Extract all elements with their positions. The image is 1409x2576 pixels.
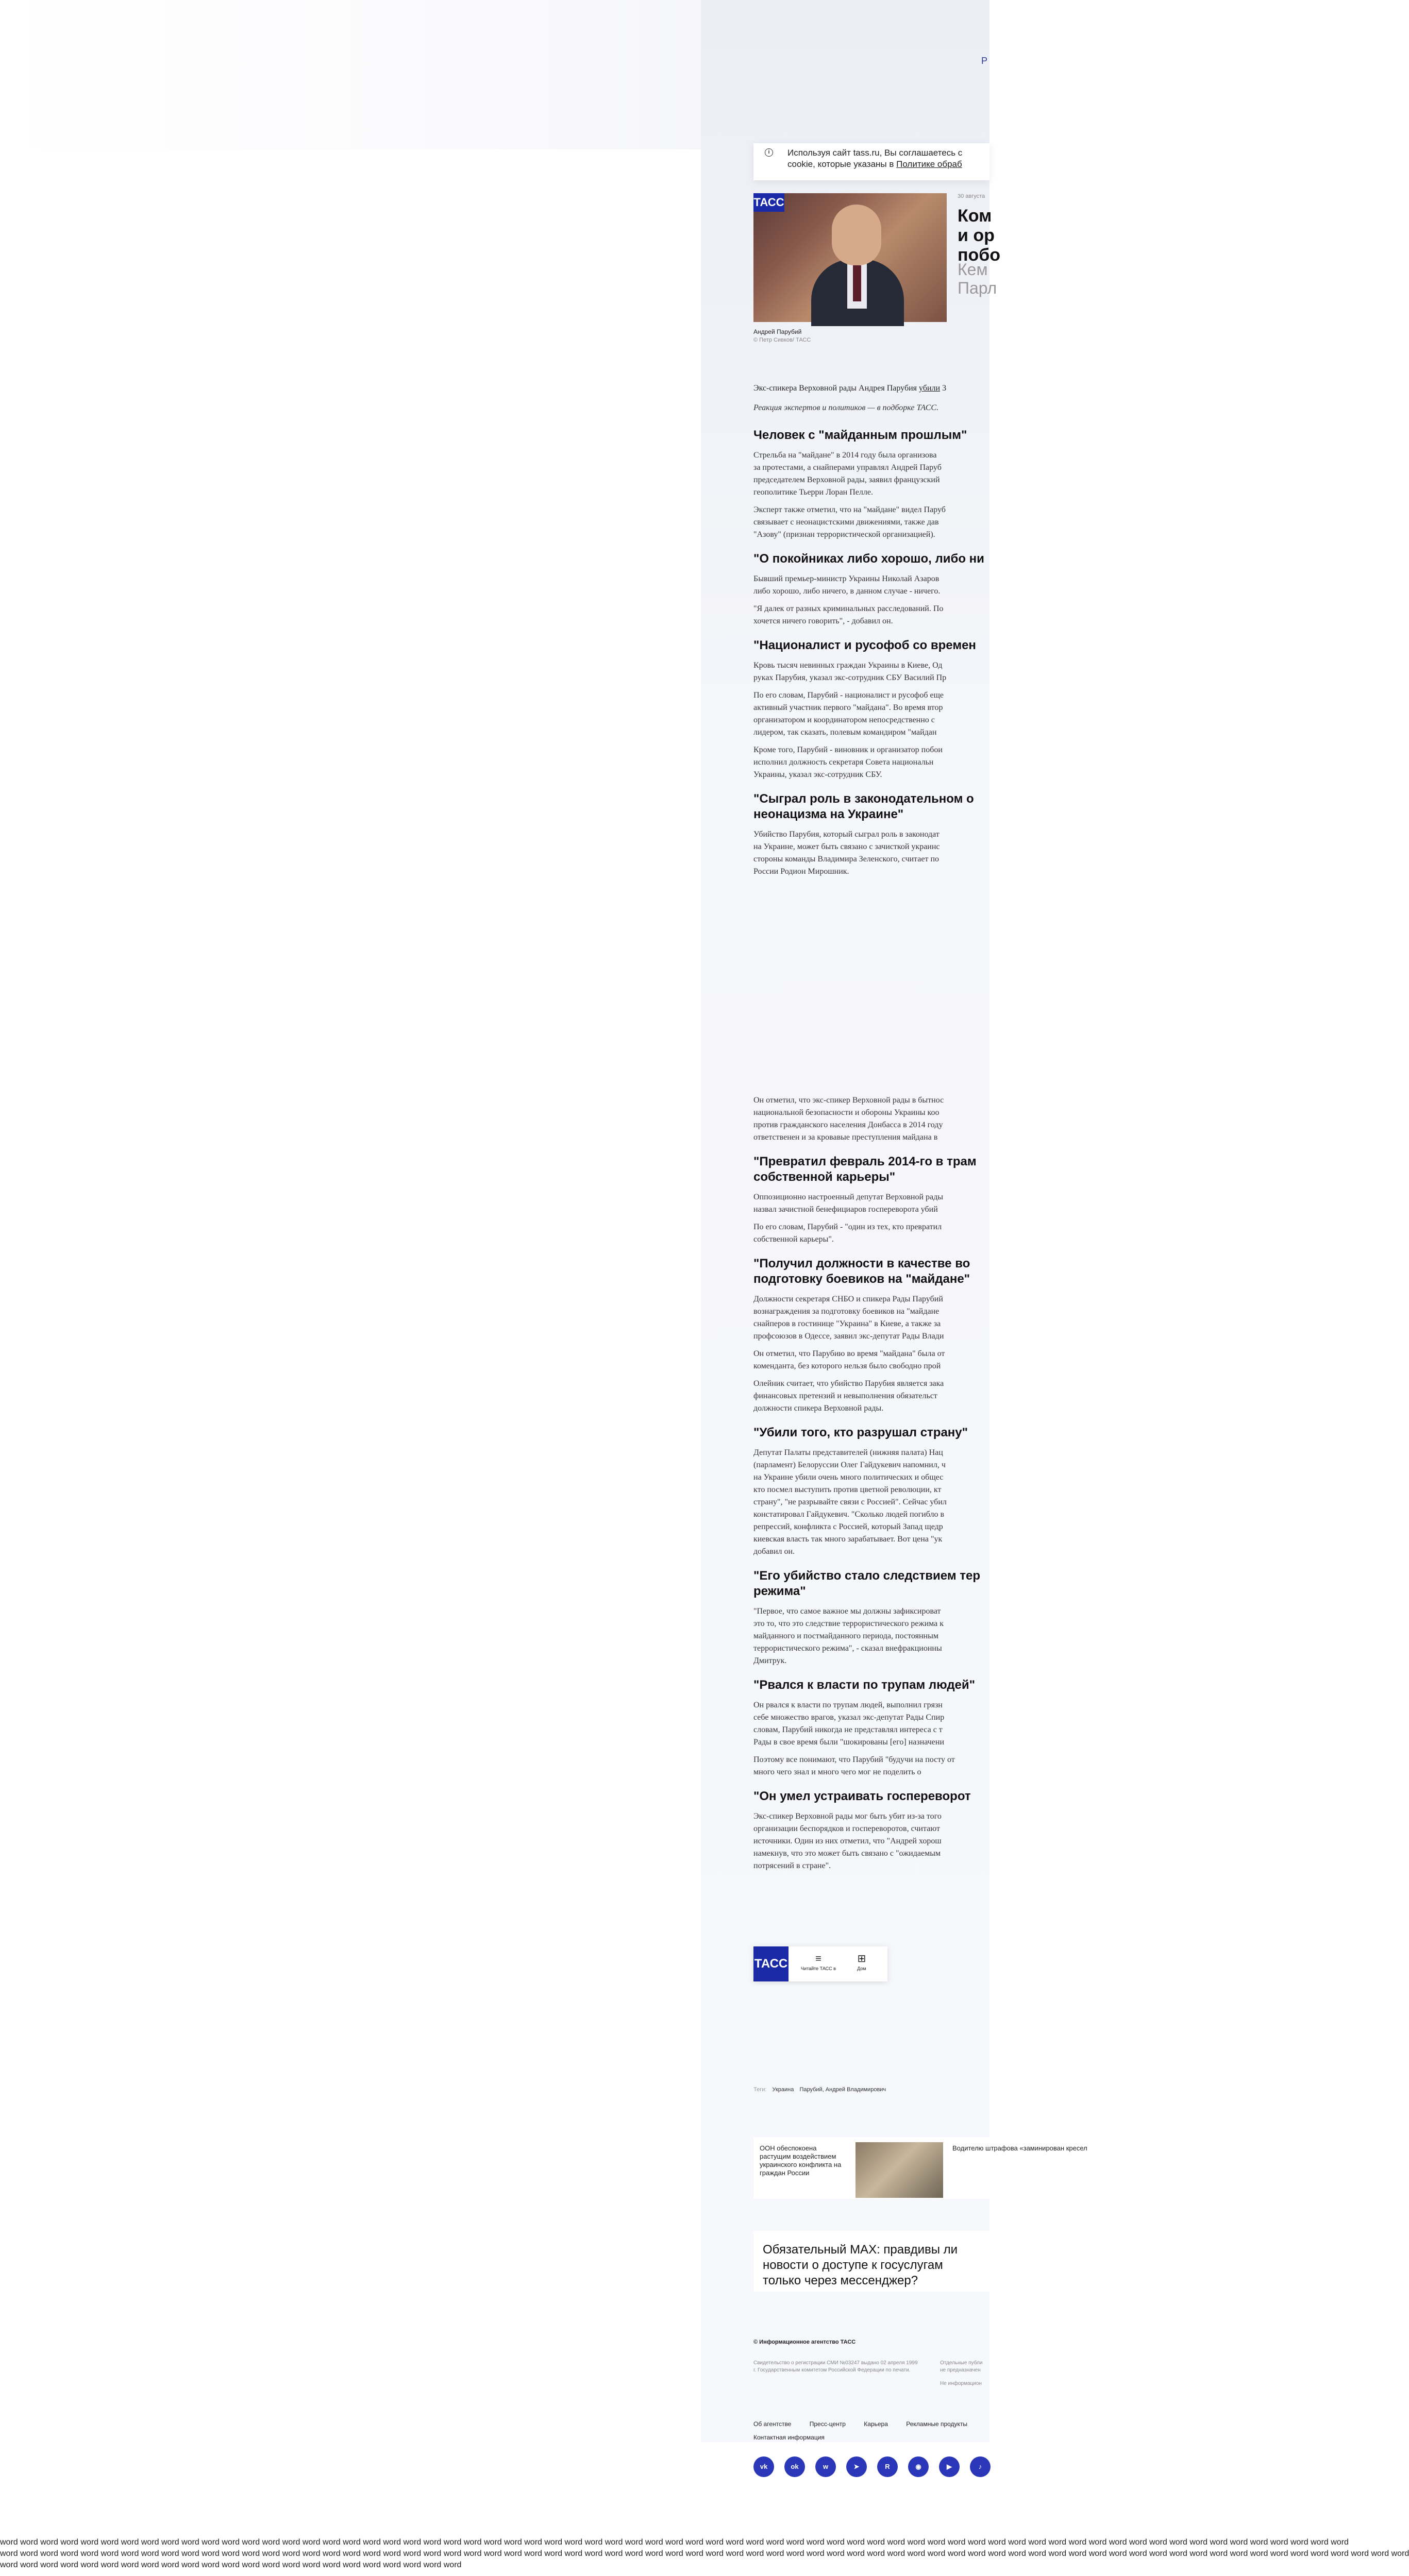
article-body xyxy=(753,382,989,1883)
paragraph-line: связывает с неонацистскими движениями, также дав xyxy=(753,518,939,527)
footer-link-ads[interactable]: Рекламные продукты xyxy=(906,2420,968,2428)
embedded-media-gap xyxy=(753,888,989,1094)
paragraph xyxy=(753,504,989,541)
paragraph xyxy=(753,1447,989,1558)
nav-item-cut[interactable]: Р xyxy=(981,56,988,66)
paragraph xyxy=(753,1191,989,1216)
footer-link-about[interactable]: Об агентстве xyxy=(753,2420,792,2428)
paragraph-line: Он отметил, что Парубию во время "майдана" была от xyxy=(753,1349,945,1358)
article-section xyxy=(753,1256,989,1415)
paragraph-line: По его словам, Парубий - "один из тех, кто превратил xyxy=(753,1223,942,1231)
section-heading-cont: неонацизма на Украине" xyxy=(753,807,904,821)
footer-links xyxy=(753,2420,989,2428)
paragraph-line: источники. Один из них отметил, что "Андрей хорош xyxy=(753,1837,942,1845)
photo-caption: Андрей Парубий xyxy=(753,328,802,335)
section-heading: Человек с "майданным прошлым" xyxy=(753,428,967,442)
paragraph xyxy=(753,1754,989,1778)
paragraph-line: добавил он. xyxy=(753,1547,795,1556)
related-news-card[interactable] xyxy=(753,2137,1087,2199)
paragraph-line: профсоюзов в Одессе, заявил экс-депутат Рады Влади xyxy=(753,1332,944,1341)
paragraph-line: назвал зачистной бенефициаров госпереворота убий xyxy=(753,1205,938,1214)
home-label: Дом xyxy=(857,1966,866,1971)
section-heading: "Получил должности в качестве во xyxy=(753,1257,970,1270)
paragraph-line: страну", "не разрывайте связи с Россией". Сейчас убил xyxy=(753,1498,947,1506)
paragraph-line: (парламент) Белоруссии Олег Гайдукевич напомнил, ч xyxy=(753,1461,946,1469)
paragraph-line: на Украине убили очень много политических и общес xyxy=(753,1473,944,1482)
section-heading-cont: режима" xyxy=(753,1584,806,1598)
article-section xyxy=(753,1789,989,1872)
article-title: Ком и ор побо xyxy=(958,206,1001,265)
paragraph-line: По его словам, Парубий - националист и русофоб еще xyxy=(753,691,944,700)
site-footer xyxy=(753,2339,989,2470)
paragraph-line: коменданта, без которого нельзя было свободно прой xyxy=(753,1362,941,1370)
paragraph-line: должности спикера Верховной рады. xyxy=(753,1404,884,1413)
paragraph-line: террористического режима", - сказал внефракционны xyxy=(753,1644,942,1653)
paragraph-line: против гражданского населения Донбасса в 2014 году xyxy=(753,1121,943,1129)
paragraph-line: за протестами, а снайперами управлял Андрей Паруб xyxy=(753,463,942,472)
read-tass-label: Читайте ТАСС в xyxy=(801,1966,836,1971)
paragraph-line: председателем Верховной рады, заявил французский xyxy=(753,476,940,484)
paragraph-line: руках Парубия, указал экс-сотрудник СБУ Василий Пр xyxy=(753,673,947,682)
paragraph-line: Поэтому все понимают, что Парубий "будучи на посту от xyxy=(753,1755,955,1764)
paragraph xyxy=(753,449,989,499)
paragraph-line: стороны команды Владимира Зеленского, считает по xyxy=(753,855,939,863)
article-section xyxy=(753,791,989,878)
article-section xyxy=(753,428,989,541)
section-heading-cont: подготовку боевиков на "майдане" xyxy=(753,1272,970,1286)
paragraph-line: много чего знал и много чего мог не поделить о xyxy=(753,1768,921,1776)
photo-figure-tie xyxy=(853,265,861,301)
footer-registration: Свидетельство о регистрации СМИ №03247 выдано 02 апреля 1999 г. Государственным комитетом Российской Федерации по печати. xyxy=(753,2360,918,2373)
section-heading: "Его убийство стало следствием тер xyxy=(753,1569,981,1583)
paragraph-line: Олейник считает, что убийство Парубия является зака xyxy=(753,1379,944,1388)
lead-link[interactable]: убили xyxy=(919,384,941,393)
filler-text: word word word word word word word word word word word word word word word word word word word word word word word word word word word word word word word word word word word word word word word word word word word word word word word word word word word word word word word word word word word word word word word word word word word word word word word word word word word word word word word word word word word word word word word word word word word word word word word word word word word word word word word word word word word word word word word word word word word word word word word word word word word word word word word word word word word word word word word word word word word word word word word word word word word word word word word word word word word word word word word word xyxy=(0,2538,1409,2569)
paragraph xyxy=(753,744,989,781)
paragraph xyxy=(753,1221,989,1246)
paragraph-line: организатором и координатором непосредственно с xyxy=(753,716,935,724)
paragraph xyxy=(753,1293,989,1343)
paragraph-line: киевская власть так много зарабатывает. Вот цена "ук xyxy=(753,1535,943,1544)
tass-logo[interactable]: ТАСС xyxy=(753,1946,789,1981)
paragraph-line: Депутат Палаты представителей (нижняя палата) Нац xyxy=(753,1448,943,1457)
paragraph-line: ответственен и за кровавые преступления майдана в xyxy=(753,1133,938,1142)
paragraph-line: Он отметил, что экс-спикер Верховной рады в бытнос xyxy=(753,1096,944,1105)
footer-notice: Отдельные публи не предназначен Не информацион xyxy=(940,2360,983,2386)
tags-row xyxy=(753,2087,886,2093)
paragraph xyxy=(753,828,989,878)
paragraph xyxy=(753,1810,989,1872)
paragraph-line: Дмитрук. xyxy=(753,1656,787,1665)
paragraph-line: снайперов в гостинице "Украина" в Киеве, а также за xyxy=(753,1319,941,1328)
section-heading: "Убили того, кто разрушал страну" xyxy=(753,1426,968,1439)
ok-icon[interactable]: ok xyxy=(784,2456,805,2477)
paragraph-line: Должности секретаря СНБО и спикера Рады Парубий xyxy=(753,1295,943,1303)
read-menu-icon: ≡ xyxy=(815,1953,821,1964)
promo-title[interactable]: Обязательный MAX: правдивы ли новости о доступе к госуслугам только через мессенджер? xyxy=(763,2243,958,2287)
article-date: 30 августа xyxy=(958,193,985,199)
paragraph-line: Эксперт также отметил, что на "майдане" видел Паруб xyxy=(753,505,946,514)
related-news-title-2[interactable]: Водителю штрафова «заминирован кресел xyxy=(952,2144,1087,2152)
paragraph-line: это то, что это следствие террористического режима к xyxy=(753,1619,944,1628)
rss-icon[interactable]: ◉ xyxy=(908,2456,929,2477)
paragraph-line: Убийство Парубия, который сыграл роль в законодат xyxy=(753,830,940,839)
paragraph-line: майданного и постмайданного периода, постоянным xyxy=(753,1632,938,1640)
article-section xyxy=(753,638,989,781)
cookie-banner xyxy=(753,143,989,180)
max-icon[interactable]: ▶ xyxy=(939,2456,960,2477)
paragraph-line: Оппозиционно настроенный депутат Верховной рады xyxy=(753,1193,944,1201)
paragraph-line: констатировал Гайдукевич. "Сколько людей погибло в xyxy=(753,1510,945,1519)
paragraph xyxy=(753,1699,989,1749)
hero-photo xyxy=(753,193,947,322)
section-heading: "Сыграл роль в законодательном о xyxy=(753,792,974,806)
footer-link-press[interactable]: Пресс-центр xyxy=(809,2420,846,2428)
tag-link[interactable]: Парубий, Андрей Владимирович xyxy=(799,2087,886,2093)
rutube-icon[interactable]: R xyxy=(877,2456,898,2477)
whatsapp-icon[interactable]: w xyxy=(815,2456,836,2477)
paragraph xyxy=(753,573,989,598)
paragraph-line: намекнув, что это может быть связано с "ожидаемым xyxy=(753,1849,941,1858)
paragraph-line: геополитике Тьерри Лоран Пелле. xyxy=(753,488,873,497)
article-section xyxy=(753,1154,989,1246)
paragraph-line: себе множество врагов, указал экс-депутат Рады Спир xyxy=(753,1713,945,1722)
paragraph xyxy=(753,603,989,628)
paragraph-line: Бывший премьер-министр Украины Николай Азаров xyxy=(753,574,940,583)
paragraph-line: на Украине, может быть связано с зачисткой украинс xyxy=(753,842,940,851)
tags-label: Теги: xyxy=(753,2087,767,2093)
section-heading: "Превратил февраль 2014-го в трам xyxy=(753,1155,977,1168)
paragraph xyxy=(753,1348,989,1372)
tag-link[interactable]: Украина xyxy=(772,2087,794,2093)
paragraph xyxy=(753,659,989,684)
paragraph xyxy=(753,689,989,739)
sticky-bottom-bar xyxy=(753,1946,887,1981)
footer-copyright: © Информационное агентство ТАСС xyxy=(753,2339,856,2345)
section-heading-cont: собственной карьеры" xyxy=(753,1170,896,1184)
paragraph-line: национальной безопасности и обороны Украины коо xyxy=(753,1108,940,1117)
article-section xyxy=(753,1568,989,1667)
article-section xyxy=(753,1425,989,1558)
paragraph-line: России Родион Мирошник. xyxy=(753,867,849,876)
read-tass-in-button[interactable] xyxy=(798,1952,839,1977)
related-news-image[interactable] xyxy=(856,2142,943,2198)
home-button[interactable] xyxy=(846,1952,877,1977)
paragraph-line: Рады в свое время были "шокированы [его] назначени xyxy=(753,1738,945,1747)
paragraph-line: собственной карьеры". xyxy=(753,1235,834,1244)
paragraph-line: Стрельба на "майдане" в 2014 году была организова xyxy=(753,451,937,460)
paragraph-line: "Первое, что самое важное мы должны зафиксироват xyxy=(753,1607,941,1616)
section-heading: "Он умел устраивать госпереворот xyxy=(753,1789,971,1803)
article-section xyxy=(753,1094,989,1144)
section-heading: "О покойниках либо хорошо, либо ни xyxy=(753,552,984,566)
paragraph xyxy=(753,1378,989,1415)
telegram-icon[interactable]: ➤ xyxy=(846,2456,867,2477)
paragraph-line: вознаграждения за подготовку боевиков на "майдане xyxy=(753,1307,940,1316)
paragraph-line: исполнил должность секретаря Совета национальн xyxy=(753,758,934,767)
paragraph-line: Экс-спикер Верховной рады мог быть убит из-за того xyxy=(753,1812,942,1821)
paragraph-line: хочется ничего говорить", - добавил он. xyxy=(753,617,893,625)
social-links xyxy=(753,2456,989,2477)
paragraph-line: потрясений в стране". xyxy=(753,1861,831,1870)
vk-icon[interactable]: vk xyxy=(753,2456,774,2477)
footer-link-career[interactable]: Карьера xyxy=(864,2420,888,2428)
paragraph-line: Кроме того, Парубий - виновник и организатор побои xyxy=(753,745,943,754)
article-section xyxy=(753,1677,989,1778)
paragraph-line: либо хорошо, либо ничего, в данном случае - ничего. xyxy=(753,587,941,596)
paragraph-line: Он рвался к власти по трупам людей, выполнил грязн xyxy=(753,1701,943,1709)
paragraph-line: кто посмел выступить против цветной революции, кт xyxy=(753,1485,942,1494)
article-intro: Реакция экспертов и политиков — в подборке ТАСС. xyxy=(753,403,939,412)
paragraph-line: словам, Парубий никогда не представлял интереса с т xyxy=(753,1725,943,1734)
photo-credit: © Петр Сивков/ ТАСС xyxy=(753,337,811,343)
privacy-policy-link[interactable]: Политике обраб xyxy=(896,159,962,169)
paragraph-line: "Азову" (признан террористической организацией). xyxy=(753,530,935,539)
cookie-text: Используя сайт tass.ru, Вы соглашаетесь с cookie, которые указаны в Политике обраб xyxy=(787,148,963,169)
photo-figure-head xyxy=(832,205,881,265)
paragraph-line: лидером, так сказать, полевым командиром "майдан xyxy=(753,728,937,737)
article-lead: Экс-спикера Верховной рады Андрея Парубия убили 3 xyxy=(753,384,947,393)
info-icon: i xyxy=(765,148,773,157)
paragraph xyxy=(753,1094,989,1144)
paragraph-line: организации беспорядков и госпереворотов, считают xyxy=(753,1824,940,1833)
section-heading: "Рвался к власти по трупам людей" xyxy=(753,1678,976,1692)
section-heading: "Националист и русофоб со времен xyxy=(753,638,976,652)
article-subtitle: Кем Парл xyxy=(958,260,997,297)
footer-link-contacts[interactable]: Контактная информация xyxy=(753,2434,825,2441)
promo-card[interactable] xyxy=(753,2231,989,2292)
tiktok-icon[interactable]: ♪ xyxy=(970,2456,991,2477)
paragraph-line: финансовых претензий и невыполнения обязательст xyxy=(753,1392,937,1400)
paragraph-line: репрессий, конфликта с Россией, который Запад щедр xyxy=(753,1522,943,1531)
paragraph-line: Украины, указал экс-сотрудник СБУ. xyxy=(753,770,882,779)
paragraph xyxy=(753,1605,989,1667)
paragraph-line: активный участник первого "майдана". Во время втор xyxy=(753,703,943,712)
paragraph-line: "Я далек от разных криминальных расследований. По xyxy=(753,604,944,613)
article-section xyxy=(753,551,989,628)
related-news-title[interactable]: ООН обеспокоена растущим воздействием украинского конфликта на граждан России xyxy=(760,2144,842,2177)
plus-home-icon: ⊞ xyxy=(857,1953,866,1964)
paragraph-line: Кровь тысяч невинных граждан Украины в Киеве, Од xyxy=(753,661,943,670)
tass-logo-badge: ТАСС xyxy=(753,193,784,212)
